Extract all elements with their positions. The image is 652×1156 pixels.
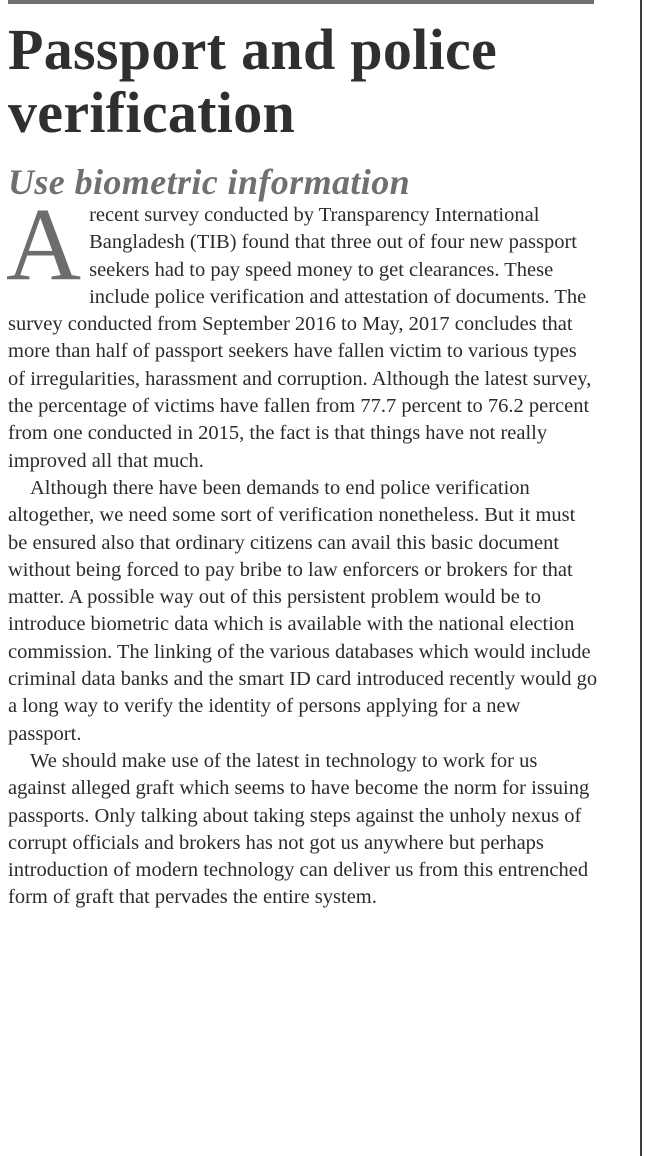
column-divider — [640, 0, 642, 1156]
subheadline: Use biometric information — [8, 162, 411, 202]
article-body — [6, 187, 598, 912]
paragraph-2: Although there have been demands to end police verification altogether, we need some sort of verification nonetheless. But it must be ensured also that ordinary citizens can avail this basic document without being forced to pay bribe to law enforcers or brokers for that matter. A possible way out of this persistent problem would be to introduce biometric data which is available with the national election commission. The linking of the various databases which would include criminal data banks and the smart ID card introduced recently would go a long way to verify the identity of persons applying for a new passport. — [8, 476, 598, 745]
editorial-article — [8, 18, 598, 912]
paragraph-3: We should make use of the latest in technology to work for us against alleged graft which seems to have become the norm for issuing passports. Only talking about taking steps against the unholy nexus of corrupt officials and brokers has not got us anywhere but perhaps introduction of modern technology can deliver us from this entrenched form of graft that pervades the entire system. — [8, 749, 590, 909]
paragraph-1 — [6, 187, 598, 475]
top-rule — [8, 0, 594, 4]
paragraph-1-text: recent survey conducted by Transparency International Bangladesh (TIB) found that three out of four new passport seekers had to pay speed money to get clearances. These include police verification and attestation of documents. The survey conducted from September 2016 to May, 2017 concludes that more than half of passport seekers have fallen victim to various types of irregularities, harassment and corruption. Although the latest survey, the percentage of victims have fallen from 77.7 percent to 76.2 percent from one conducted in 2015, the fact is that things have not really improved all that much. — [8, 204, 592, 472]
headline: Passport and police verification — [8, 17, 498, 145]
drop-cap: A — [6, 187, 82, 302]
